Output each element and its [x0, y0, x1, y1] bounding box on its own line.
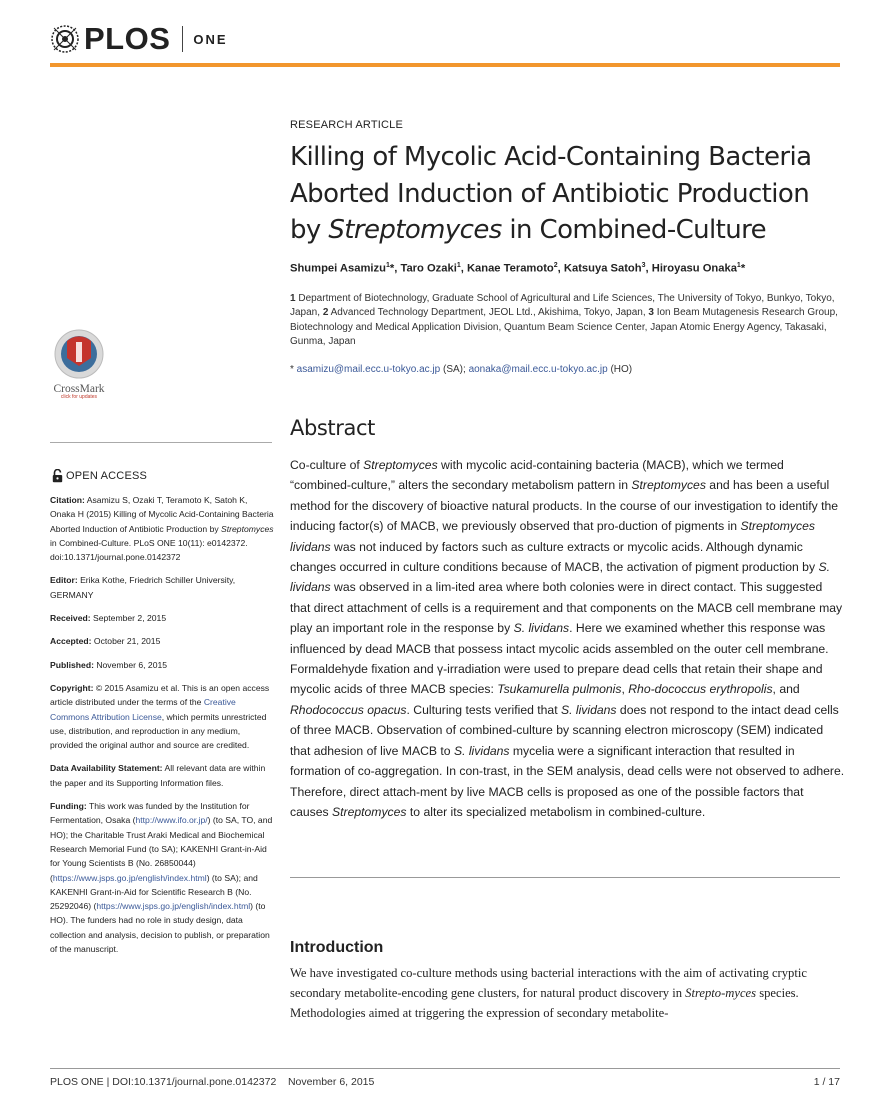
data-availability: Data Availability Statement: All relevant data are within the paper and its Supporting Information files.	[50, 763, 266, 788]
funder-link[interactable]: https://www.jsps.go.jp/english/index.html	[52, 872, 207, 883]
open-access-badge	[52, 469, 147, 483]
affil-number: 3	[648, 307, 654, 319]
brand-name: PLOS	[84, 21, 171, 56]
title-line-1: Killing of Mycolic Acid-Containing Bacteria	[290, 142, 812, 172]
article-metadata	[50, 493, 275, 965]
author[interactable]: Shumpei Asamizu	[290, 262, 386, 275]
title-line-3-suffix: in Combined-Culture	[501, 215, 767, 245]
introduction-text: We have investigated co-culture methods using bacterial interactions with the aim of activating cryptic secondary metabolite-encoding gene clusters, for natural product discovery in Strepto-myces species. Methodologies aimed at triggering the expression of secondary metabolite-	[290, 966, 807, 1021]
affiliation: Department of Biotechnology, Graduate School of Agricultural and Life Sciences, The University of Tokyo, Bunkyo, Tokyo, Japan,	[290, 293, 835, 319]
author-affil: 1	[736, 262, 741, 269]
footer-rule	[50, 1068, 840, 1069]
footer-citation: PLOS ONE | DOI:10.1371/journal.pone.0142372 November 6, 2015	[50, 1076, 375, 1088]
correspondence	[290, 364, 632, 375]
title-genus: Streptomyces	[328, 215, 502, 245]
introduction-heading: Introduction	[290, 939, 384, 956]
logo-divider	[182, 26, 183, 52]
affil-number: 1	[290, 293, 296, 304]
copyright: Copyright: © 2015 Asamizu et al. This is an open access article distributed under the terms of the Creative Commons Attribution License, which permits unrestricted use, distribution, and reproduction in any medium, provided the original author and source are credited.	[50, 682, 270, 751]
abstract-heading: Abstract	[290, 416, 375, 440]
sidebar-rule	[50, 442, 272, 443]
author-affil: 1	[456, 262, 461, 269]
corresp-star: *	[290, 364, 297, 375]
author-affil: 3	[641, 262, 646, 269]
affiliation: Ion Beam Mutagenesis Research Group, Biotechnology and Medical Application Division, Quantum Beam Science Center, Japan Atomic Energy Agency, Takasaki, Gunma, Japan	[290, 307, 838, 347]
abstract-text: Co-culture of Streptomyces with mycolic acid-containing bacteria (MACB), which we termed “combined-culture,” alters the secondary metabolism pattern in Streptomyces and has been a useful method for the discovery of bioactive natural products. In the course of our investigation to identify the inducing factor(s) of MACB, we previously observed that pro-duction of pigments in Streptomyces lividans was not induced by factors such as culture extracts or mycolic acids. Although dynamic changes occurred in culture conditions because of MACB, the activation of pigment production by S. lividans was observed in a lim-ited area where both colonies were in direct contact. This suggested that direct attachment of cells is a requirement and that components on the MACB cell membrane may play an important role in the response by S. lividans. Here we examined whether this response was influenced by dead MACB that possess intact mycolic acids assembled on the outer cell membrane. Formaldehyde fixation and γ-irradiation were used to prepare dead cells that retain their shape and mycolic acids of three MACB species: Tsukamurella pulmonis, Rho-dococcus erythropolis, and Rhodococcus opacus. Culturing tests verified that S. lividans does not respond to the intact dead cells of three MACB. Observation of combined-culture by scanning electron microscopy (SEM) indicated that adhesion of live MACB to S. lividans mycelia were a significant interaction that resulted in formation of co-aggregation. In con-trast, in the SEM analysis, dead cells were not observed to adhere. Therefore, direct attach-ment by live MACB cells is proposed as one of the possible factors that causes Streptomyces to alter its specialized metabolism in combined-culture.	[290, 458, 845, 819]
plos-emblem-icon	[50, 24, 80, 54]
corresp-initials: (HO)	[607, 364, 633, 375]
abstract-rule	[290, 877, 840, 878]
published-date: Published: November 6, 2015	[50, 659, 168, 670]
author-affil: 1	[385, 262, 390, 269]
email-link[interactable]: aonaka@mail.ecc.u-tokyo.ac.jp	[468, 364, 608, 375]
author[interactable]: Katsuya Satoh	[563, 262, 642, 275]
email-link[interactable]: asamizu@mail.ecc.u-tokyo.ac.jp	[296, 364, 441, 375]
article-title	[290, 139, 850, 249]
corresp-initials: (SA);	[440, 364, 469, 375]
accepted-date: Accepted: October 21, 2015	[50, 636, 161, 647]
citation: Citation: Asamizu S, Ozaki T, Teramoto K, Satoh K, Onaka H (2015) Killing of Mycolic Acid-Containing Bacteria Aborted Induction of Antibiotic Production by Streptomyces in Combined-Culture. PLoS ONE 10(11): e0142372. doi:10.1371/journal.pone.0142372	[50, 495, 274, 563]
corresponding-mark: *	[740, 262, 746, 275]
author[interactable]: Hiroyasu Onaka	[651, 262, 737, 275]
affil-number: 2	[322, 307, 329, 319]
license-link[interactable]: Creative Commons Attribution License	[50, 697, 236, 722]
header-rule	[50, 63, 840, 67]
open-access-label: OPEN ACCESS	[66, 470, 148, 482]
journal-name: ONE	[193, 31, 228, 47]
author[interactable]: Taro Ozaki	[400, 262, 457, 275]
page-number: 1 / 17	[813, 1076, 840, 1088]
affiliation: Advanced Technology Department, JEOL Ltd., Akishima, Tokyo, Japan,	[328, 307, 649, 319]
crossmark-badge[interactable]	[50, 328, 108, 400]
title-line-3-prefix: by	[290, 215, 329, 245]
crossmark-label: CrossMark	[53, 383, 105, 395]
funder-link[interactable]: http://www.ifo.or.jp/	[135, 815, 208, 826]
crossmark-icon	[53, 328, 105, 380]
author-list: Shumpei Asamizu$^1$*, Taro Ozaki$^1$, Kanae Teramoto$^2$, Katsuya Satoh$^3$, Hiroyasu Onaka$^1$*	[290, 262, 746, 275]
received-date: Received: September 2, 2015	[50, 613, 167, 624]
author[interactable]: Kanae Teramoto	[466, 262, 554, 275]
crossmark-sublabel: click for updates	[60, 394, 98, 400]
editor: Editor: Erika Kothe, Friedrich Schiller University, GERMANY	[50, 575, 236, 600]
plos-logo[interactable]	[50, 22, 228, 56]
funder-link[interactable]: https://www.jsps.go.jp/english/index.html	[96, 901, 251, 912]
author-affil: 2	[553, 262, 558, 269]
article-type: RESEARCH ARTICLE	[290, 119, 404, 131]
open-lock-icon	[52, 469, 63, 483]
title-line-2: Aborted Induction of Antibiotic Production	[290, 178, 810, 209]
corresponding-mark: *	[389, 262, 395, 275]
funding: Funding: This work was funded by the Institution for Fermentation, Osaka (http://www.ifo.or.jp/) (to SA, TO, and HO); the Charitable Trust Araki Medical and Biochemical Research Memorial Fund (to SA); KAKENHI Grant-in-Aid for Young Scientists B (No. 26850044) (https://www.jsps.go.jp/english/index.html) (to SA); and KAKENHI Grant-in-Aid for Scientific Research B (No. 25292046) (https://www.jsps.go.jp/english/index.html) (to HO). The funders had no role in study design, data collection and analysis, decision to publish, or preparation of the manuscript.	[50, 801, 273, 955]
affiliations	[290, 292, 845, 349]
